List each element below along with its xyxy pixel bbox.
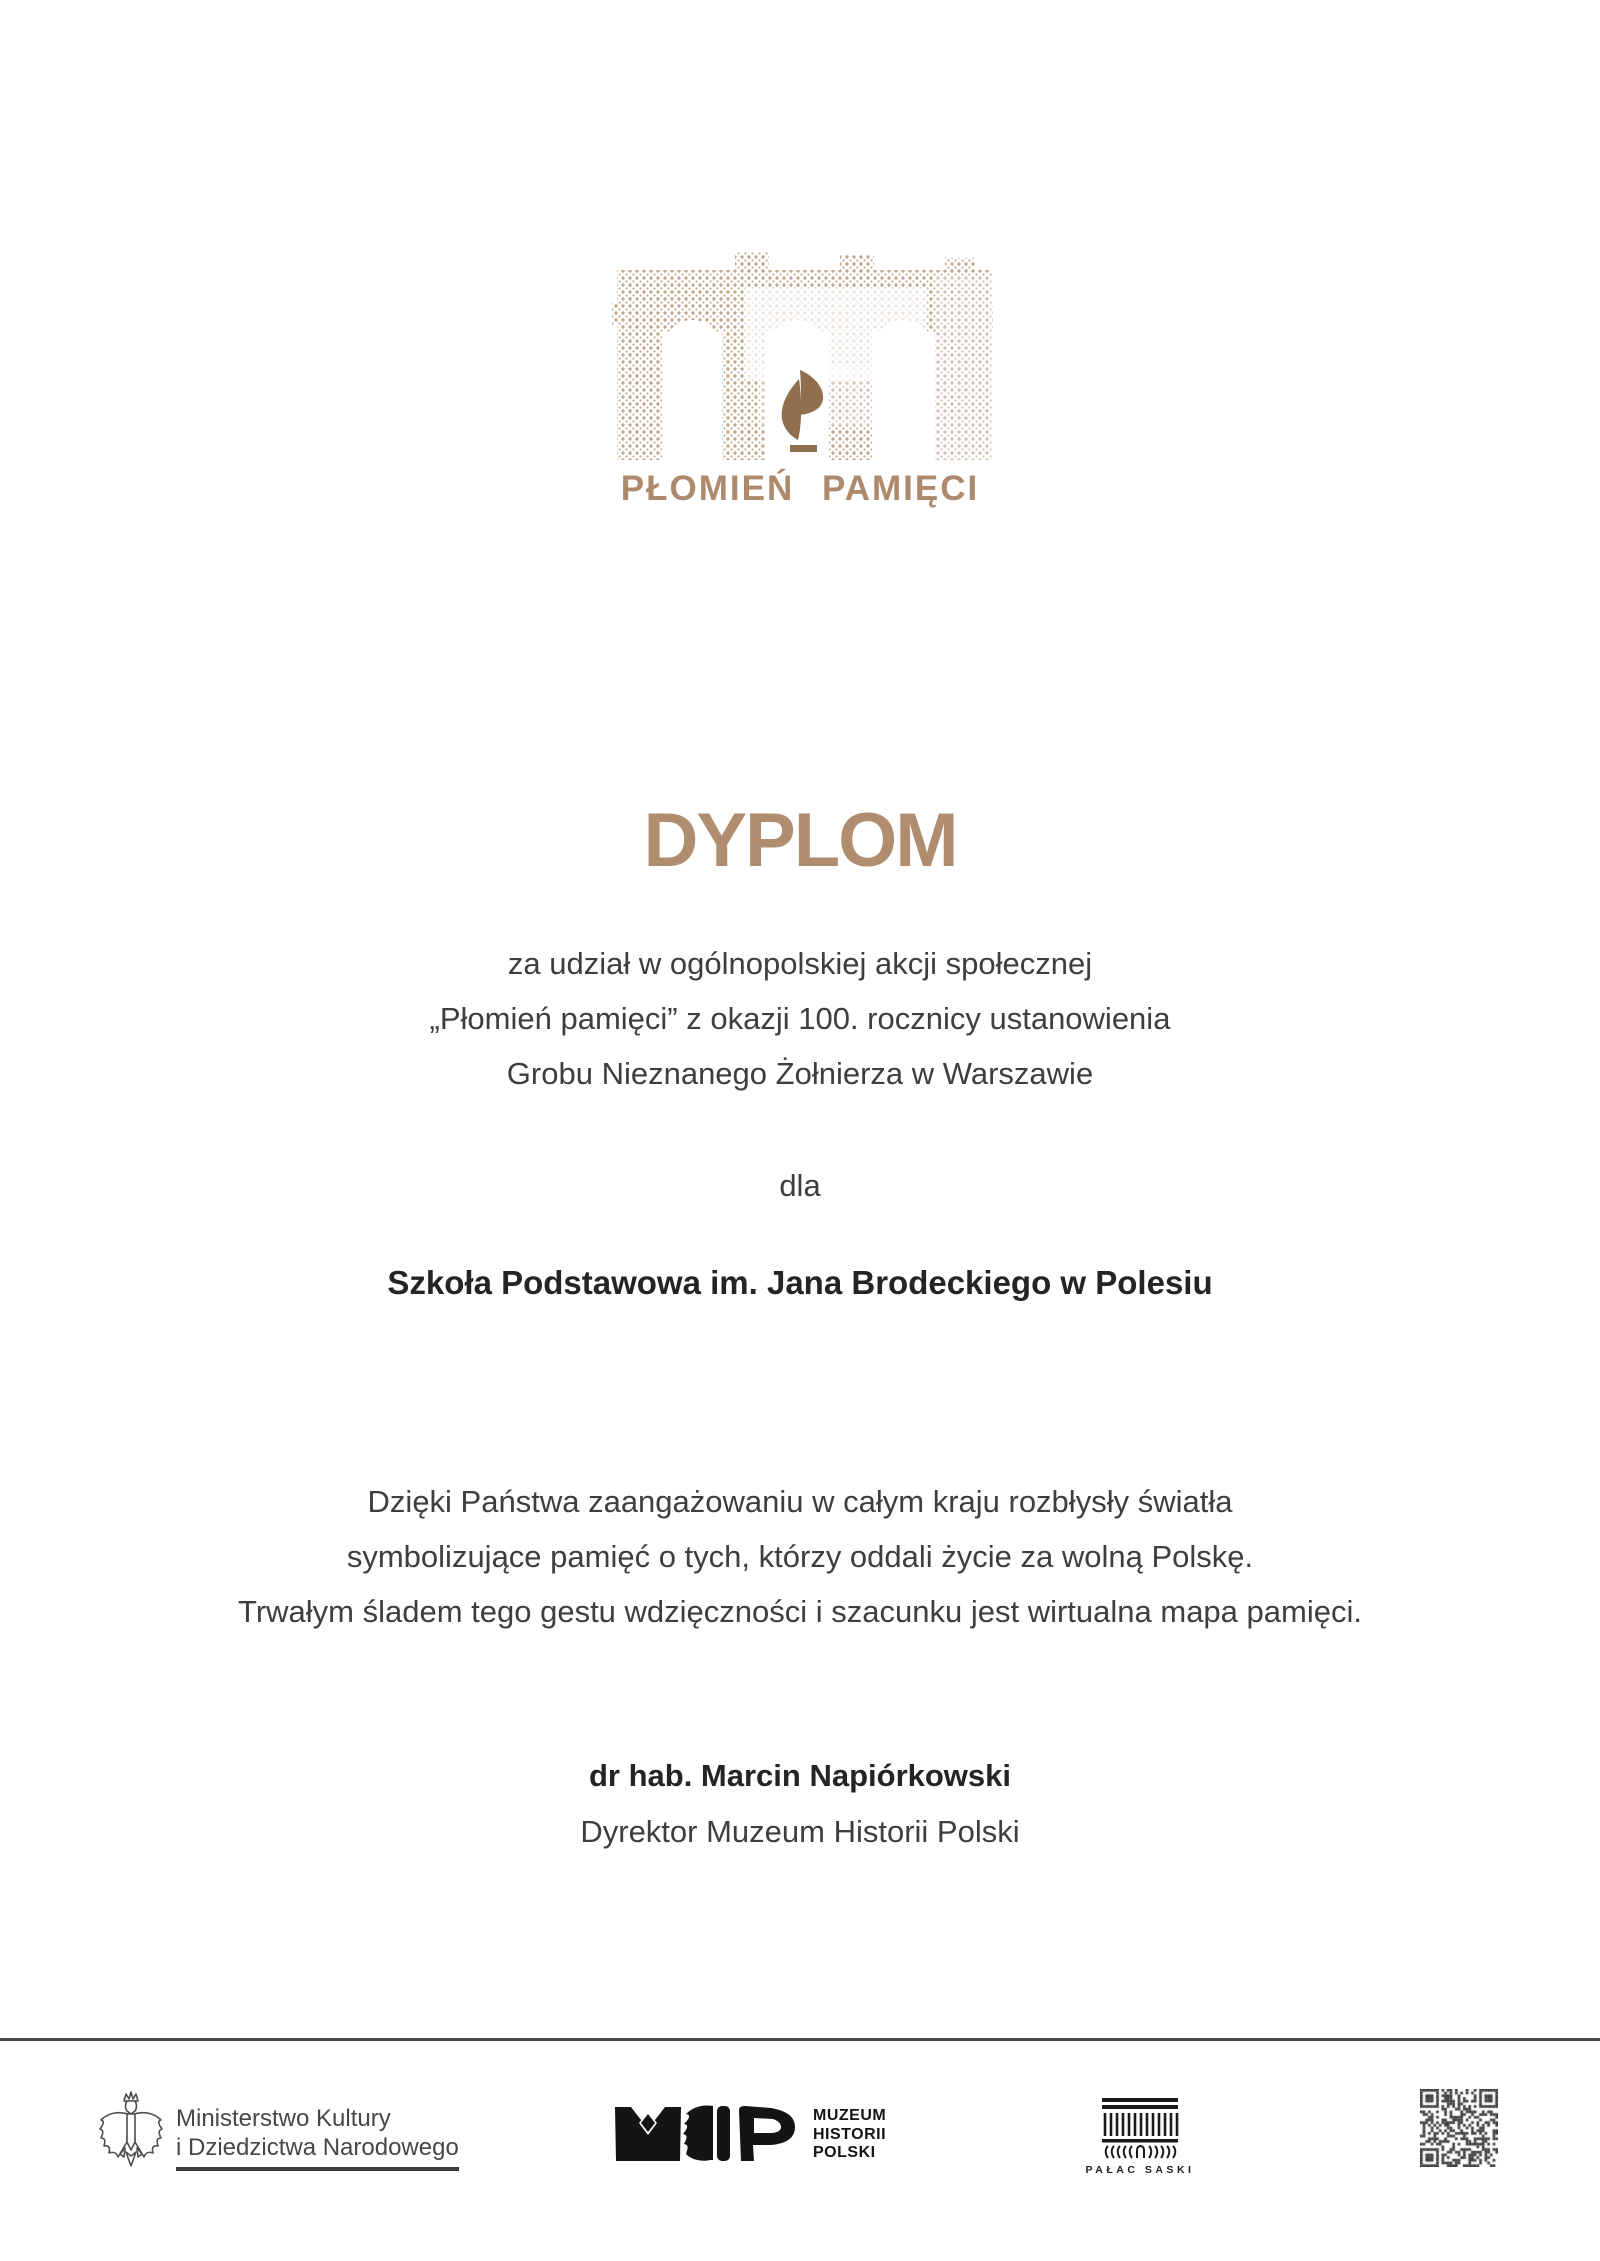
colonnade-icon [1091, 2098, 1189, 2160]
ministry-line: i Dziedzictwa Narodowego [176, 2134, 459, 2161]
body-line: Dzięki Państwa zaangażowaniu w całym kraju rozbłysły światła [367, 1484, 1233, 1519]
diploma-title: DYPLOM [643, 798, 957, 883]
mhp-monogram-icon [615, 2104, 801, 2162]
polish-eagle-icon [96, 2090, 166, 2168]
signature-block [0, 1748, 1600, 1860]
recipient-label: dla [779, 1168, 821, 1203]
intro-line: Grobu Nieznanego Żołnierza w Warszawie [506, 1056, 1094, 1091]
intro-text [0, 936, 1600, 1101]
body-text [0, 1474, 1600, 1639]
intro-line: „Płomień pamięci” z okazji 100. rocznicy ustanowienia [429, 1001, 1171, 1036]
mhp-logo [615, 2104, 886, 2163]
qr-block [1420, 2089, 1498, 2167]
palac-saski-logo [1085, 2098, 1195, 2176]
signature-name: dr hab. Marcin Napiórkowski [588, 1758, 1012, 1793]
mhp-line: POLSKI [813, 2144, 876, 2161]
recipient-name: Szkoła Podstawowa im. Jana Brodeckiego w Polesiu [387, 1264, 1213, 1301]
ministry-logo [96, 2090, 459, 2171]
palac-saski-label: PAŁAC SASKI [1085, 2164, 1195, 2176]
footer-divider [0, 2038, 1600, 2041]
qr-code [1420, 2089, 1498, 2167]
ministry-underline [176, 2167, 459, 2171]
mhp-line: HISTORII [813, 2125, 887, 2143]
body-line: symbolizujące pamięć o tych, którzy oddali życie za wolną Polskę. [346, 1539, 1254, 1574]
intro-line: za udział w ogólnopolskiej akcji społecznej [507, 946, 1093, 981]
ministry-line: Ministerstwo Kultury [176, 2105, 391, 2132]
brand-wordmark: PŁOMIEŃ PAMIĘCI [620, 469, 980, 508]
saski-colonnade-icon [607, 248, 993, 463]
mhp-line: MUZEUM [813, 2107, 887, 2124]
body-line: Trwałym śladem tego gestu wdzięczności i szacunku jest wirtualna mapa pamięci. [238, 1594, 1362, 1629]
signature-role: Dyrektor Muzeum Historii Polski [580, 1814, 1020, 1849]
